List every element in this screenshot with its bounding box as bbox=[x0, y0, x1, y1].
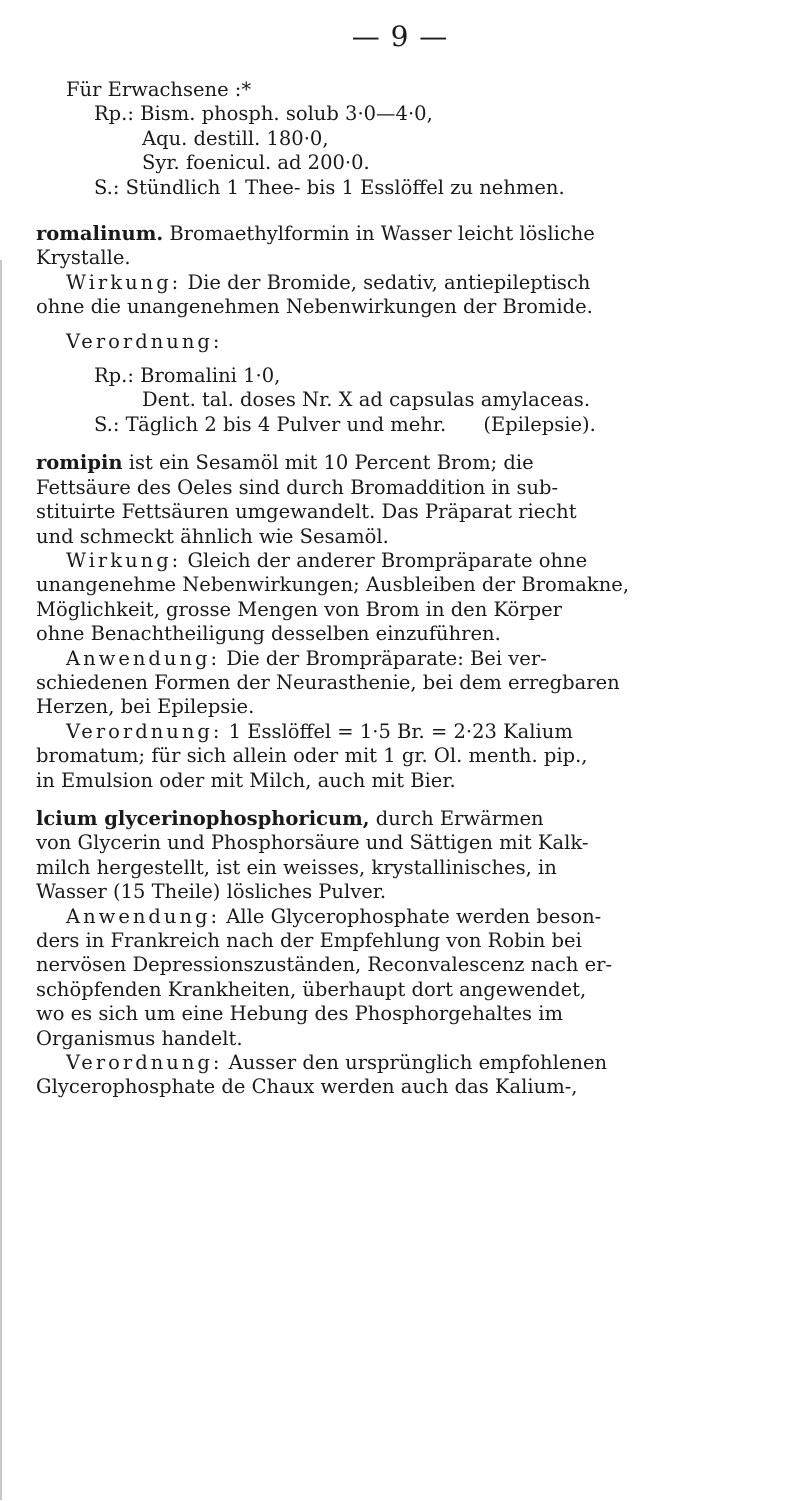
recipe-line: Rp.: Bism. phosph. solub 3·0—4·0, bbox=[94, 102, 433, 126]
use-line: ders in Frankreich nach der Empfehlung von Robin bei bbox=[36, 929, 582, 952]
use-line: schöpfenden Krankheiten, überhaupt dort angewendet, bbox=[36, 977, 587, 1001]
entry-intro-line: Wasser (15 Theile) lösliches Pulver. bbox=[36, 880, 387, 904]
use-label: Anwendung: bbox=[66, 646, 221, 670]
prescription-line: Glycerophosphate de Chaux werden auch das Kalium-, bbox=[36, 1075, 578, 1099]
prescription-line: bromatum; für sich allein oder mit 1 gr. Ol. menth. pip., bbox=[36, 744, 588, 768]
prescription-label: Verordnung: bbox=[66, 1051, 223, 1075]
use-line: Anwendung: Die der Brompräparate: Bei ver- bbox=[66, 646, 547, 670]
entry-intro: Bromaethylformin in Wasser leicht lösliche bbox=[169, 222, 595, 246]
effect-line: Wirkung: Die der Bromide, sedativ, antiepileptisch bbox=[66, 270, 591, 294]
prescription-label: Verordnung: bbox=[66, 719, 223, 743]
use-line: schiedenen Formen der Neurasthenie, bei dem erregbaren bbox=[36, 670, 620, 694]
entry-title: lcium glycerinophosphoricum, bbox=[36, 806, 370, 830]
entry-calcium: lcium glycerinophosphoricum, durch Erwärmen bbox=[36, 806, 544, 830]
use-line: Herzen, bei Epilepsie. bbox=[36, 695, 255, 719]
recipe-line: Syr. foenicul. ad 200·0. bbox=[142, 151, 370, 175]
page-body bbox=[36, 78, 776, 1100]
recipe-line: S.: Stündlich 1 Thee- bis 1 Esslöffel zu nehmen. bbox=[94, 175, 565, 199]
entry-intro-line: Krystalle. bbox=[36, 246, 131, 270]
prescription-line: in Emulsion oder mit Milch, auch mit Bier. bbox=[36, 768, 456, 792]
entry-intro-line: und schmeckt ähnlich wie Sesamöl. bbox=[36, 524, 389, 548]
prescription-label: Verordnung: bbox=[66, 329, 223, 353]
entry-intro-line: milch hergestellt, ist ein weisses, krystallinisches, in bbox=[36, 855, 557, 879]
binding-shadow bbox=[0, 260, 2, 1500]
recipe-line: Aqu. destill. 180·0, bbox=[142, 126, 329, 150]
effect-line: Möglichkeit, grosse Mengen von Brom in den Körper bbox=[36, 597, 562, 621]
effect-line: Wirkung: Gleich der anderer Brompräparate ohne bbox=[66, 548, 588, 572]
entry-intro-line: stituirte Fettsäuren umgewandelt. Das Präparat riecht bbox=[36, 500, 577, 524]
effect-line: ohne die unangenehmen Nebenwirkungen der Bromide. bbox=[36, 295, 593, 319]
effect-line: unangenehme Nebenwirkungen; Ausbleiben der Bromakne, bbox=[36, 573, 630, 597]
entry-intro-line: von Glycerin und Phosphorsäure und Sättigen mit Kalk- bbox=[36, 831, 589, 855]
prescription-line: Rp.: Bromalini 1·0, bbox=[94, 364, 281, 388]
use-line: Anwendung: Alle Glycerophosphate werden beson- bbox=[66, 904, 602, 928]
entry-intro-line: Fettsäure des Oeles sind durch Bromaddition in sub- bbox=[36, 475, 559, 499]
use-line: wo es sich um eine Hebung des Phosphorgehaltes im bbox=[36, 1002, 563, 1026]
prescription-line: Verordnung: 1 Esslöffel = 1·5 Br. = 2·23 Kalium bbox=[66, 719, 573, 743]
entry-title: romipin bbox=[36, 451, 123, 475]
entry-bromipin: romipin ist ein Sesamöl mit 10 Percent Brom; die bbox=[36, 451, 534, 475]
entry-bromalinum bbox=[36, 222, 776, 246]
entry-title: romalinum. bbox=[36, 222, 164, 246]
effect-line: ohne Benachtheiligung desselben einzuführen. bbox=[36, 622, 501, 646]
use-label: Anwendung: bbox=[66, 904, 221, 928]
effect-label: Wirkung: bbox=[66, 548, 182, 572]
use-line: Organismus handelt. bbox=[36, 1026, 243, 1050]
use-line: nervösen Depressionszuständen, Reconvalescenz nach er- bbox=[36, 953, 613, 977]
prescription-line: Verordnung: Ausser den ursprünglich empfohlenen bbox=[66, 1051, 608, 1075]
prescription-line: S.: Täglich 2 bis 4 Pulver und mehr. (Epilepsie). bbox=[94, 412, 596, 436]
adults-header: Für Erwachsene :* bbox=[66, 78, 252, 101]
page-number: — 9 — bbox=[351, 20, 449, 53]
prescription-line: Dent. tal. doses Nr. X ad capsulas amylaceas. bbox=[142, 388, 591, 412]
effect-label: Wirkung: bbox=[66, 270, 182, 294]
